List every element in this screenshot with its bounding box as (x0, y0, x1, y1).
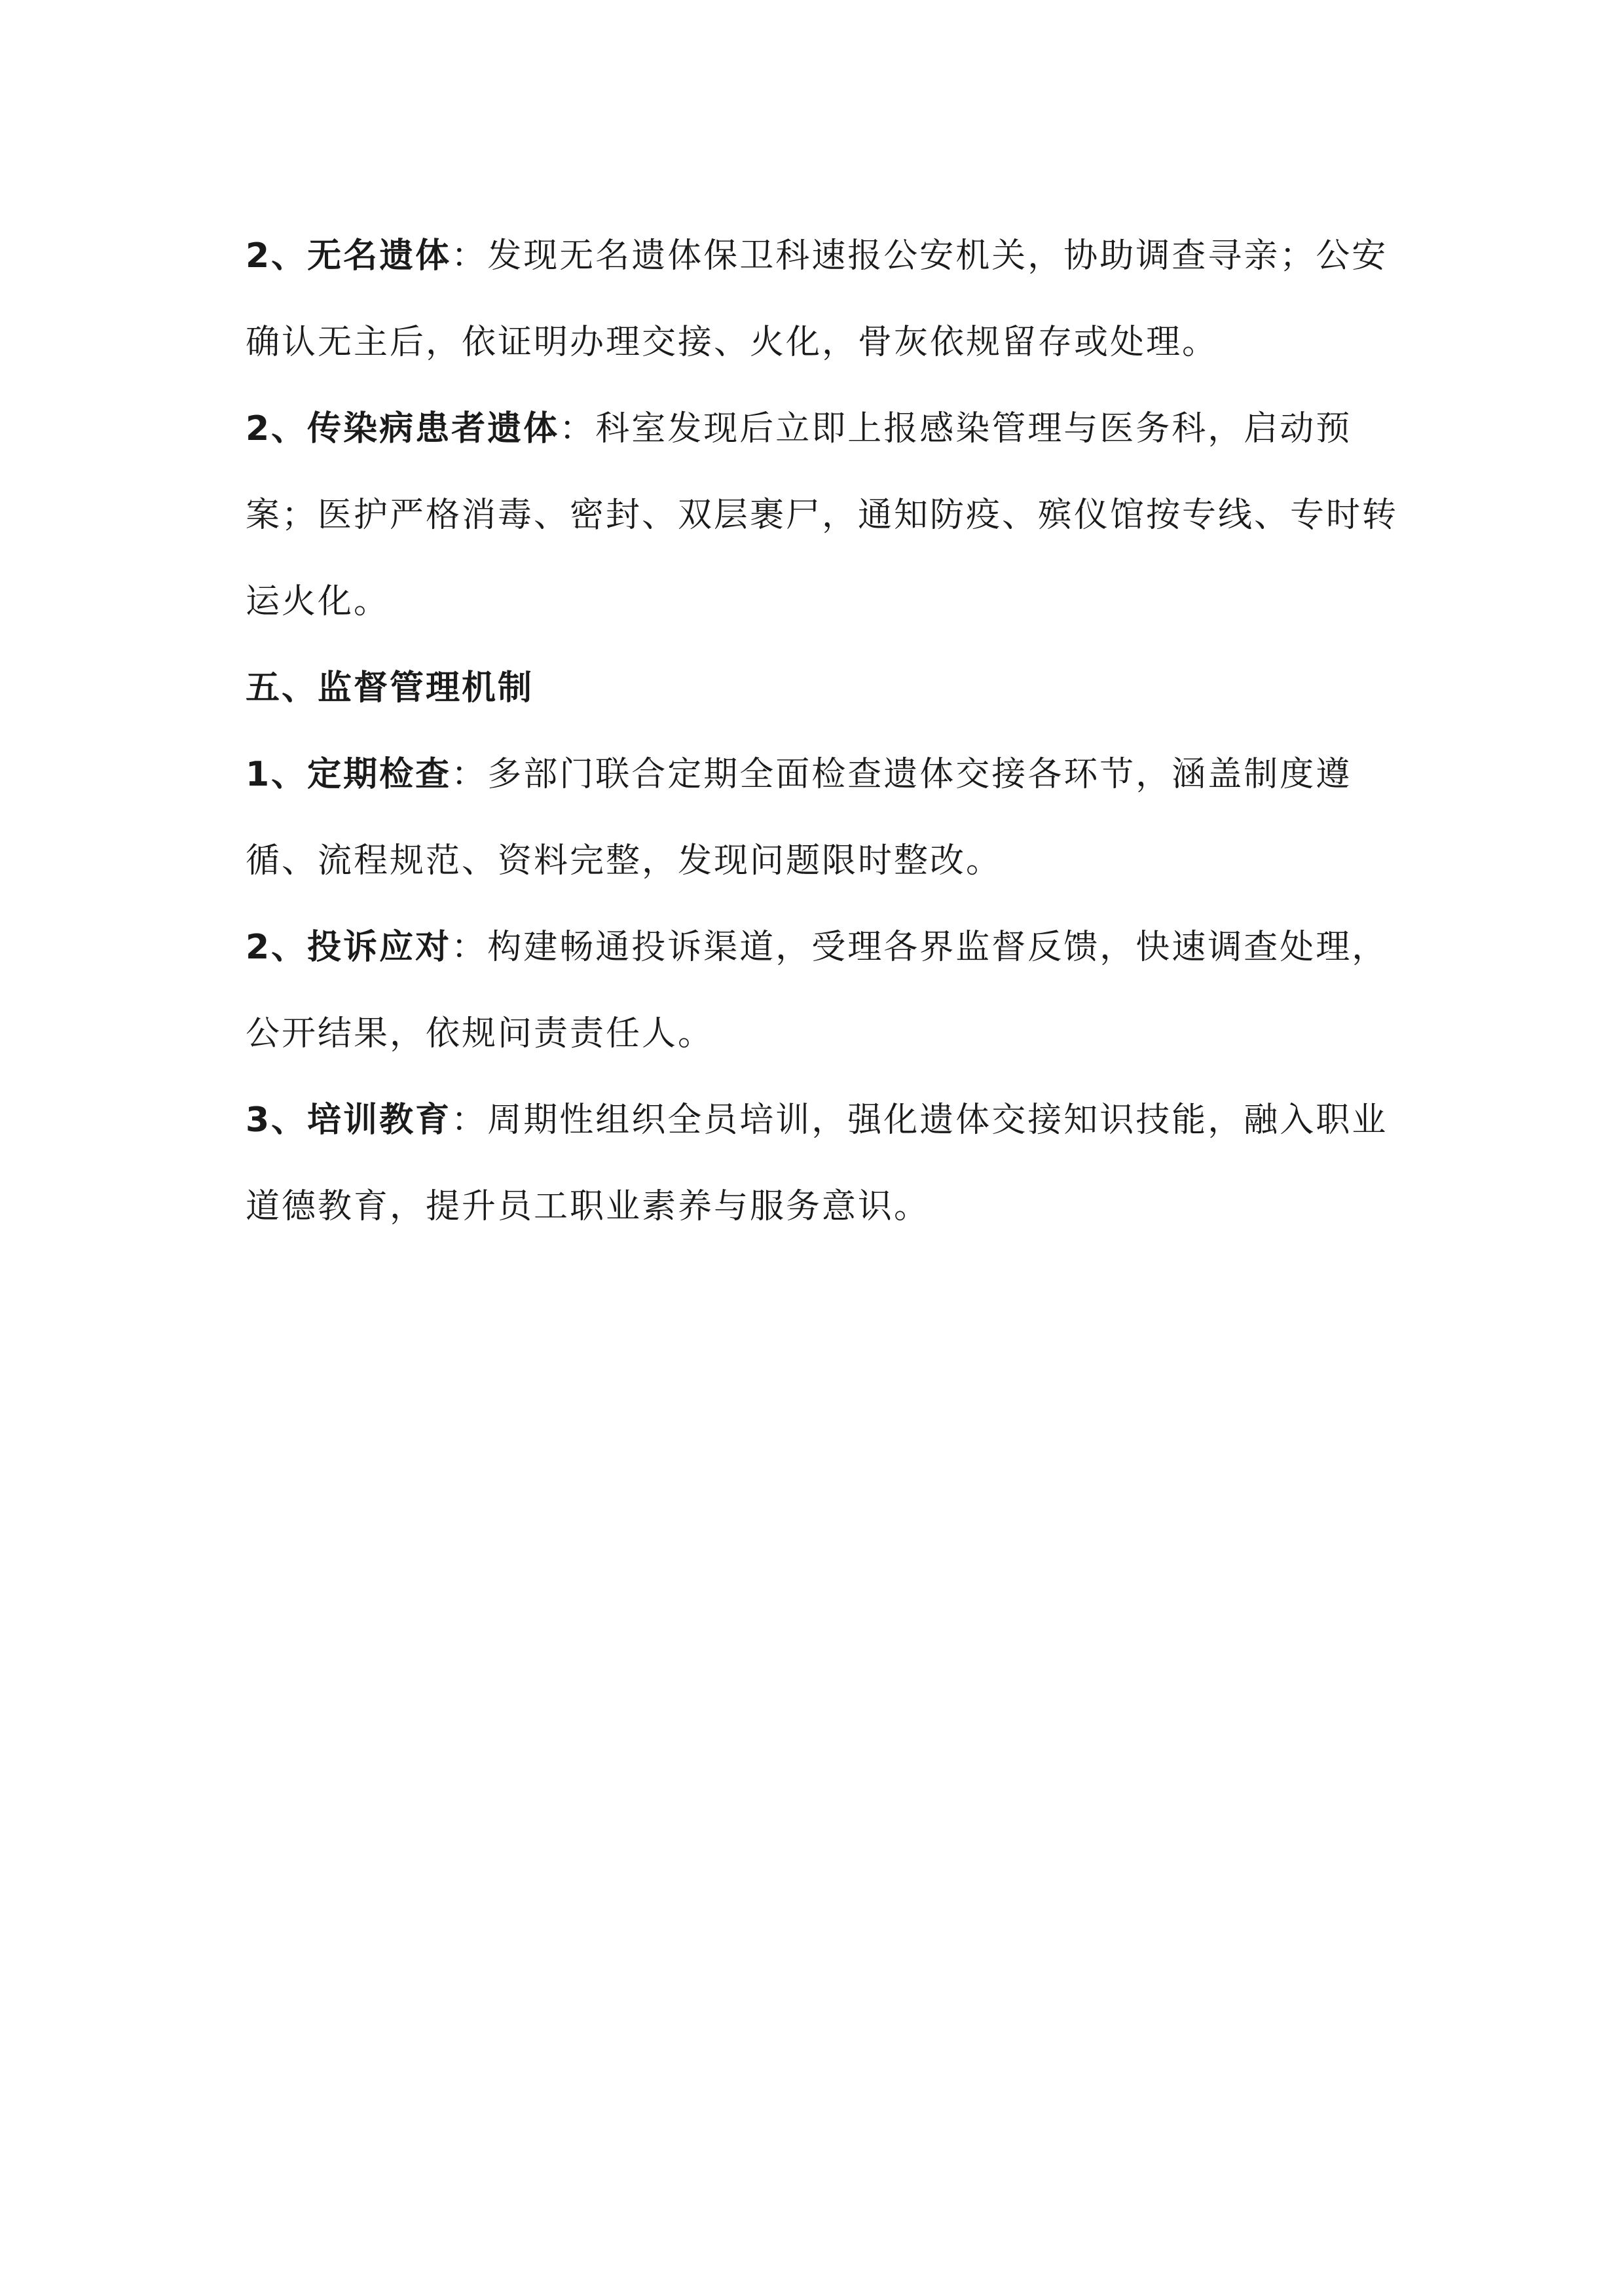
paragraph-lead: 2、传染病患者遗体 (246, 409, 560, 448)
paragraph-infectious-remains (246, 386, 1418, 645)
paragraph-lead: 3、培训教育 (246, 1101, 452, 1140)
paragraph-text: ：构建畅通投诉渠道，受理各界监督反馈，快速调查处理，公开结果，依规问责责任人。 (246, 928, 1388, 1053)
paragraph-complaint-handling (246, 904, 1418, 1077)
paragraph-regular-inspection (246, 731, 1418, 904)
paragraph-lead: 1、定期检查 (246, 755, 452, 794)
paragraph-text: ：周期性组织全员培训，强化遗体交接知识技能，融入职业道德教育，提升员工职业素养与服务意识。 (246, 1101, 1388, 1226)
paragraph-text: ：发现无名遗体保卫科速报公安机关，协助调查寻亲；公安确认无主后，依证明办理交接、火化，骨灰依规留存或处理。 (246, 236, 1388, 362)
paragraph-text: ：多部门联合定期全面检查遗体交接各环节，涵盖制度遵循、流程规范、资料完整，发现问题限时整改。 (246, 755, 1352, 881)
paragraph-lead: 2、无名遗体 (246, 236, 452, 276)
paragraph-lead: 2、投诉应对 (246, 928, 452, 967)
paragraph-text: ：科室发现后立即上报感染管理与医务科，启动预案；医护严格消毒、密封、双层裹尸，通知防疫、殡仪馆按专线、专时转运火化。 (246, 409, 1399, 621)
document-body (246, 213, 1418, 1250)
paragraph-unnamed-remains (246, 213, 1418, 386)
paragraph-training-education (246, 1077, 1418, 1250)
section-heading: 五、监督管理机制 (246, 668, 534, 708)
